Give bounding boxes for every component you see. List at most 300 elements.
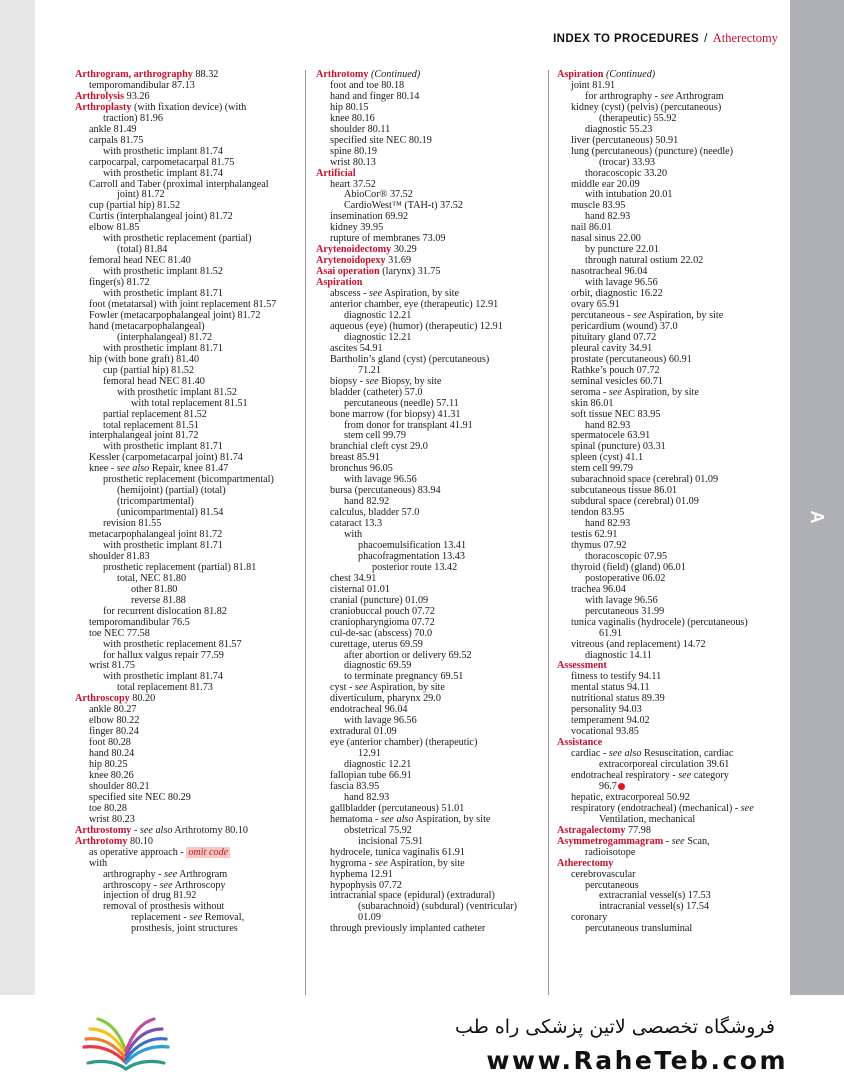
index-text: Aspiration, by site — [367, 682, 445, 694]
index-text: interphalangeal joint 81.72 — [89, 430, 199, 442]
index-column-3 — [557, 70, 787, 995]
header-section: INDEX TO PROCEDURES — [553, 33, 700, 45]
index-text: cup (partial hip) 81.52 — [103, 364, 195, 376]
index-text: Biopsy, by site — [378, 375, 442, 387]
cross-reference: see also — [380, 813, 414, 825]
index-text: trachea 96.04 — [571, 583, 626, 595]
index-text: coronary — [571, 912, 608, 924]
index-text: temporomandibular 76.5 — [89, 616, 190, 628]
cross-reference: see also — [116, 463, 150, 475]
cross-reference: see — [678, 770, 692, 781]
index-subentry — [75, 924, 303, 935]
cross-reference: see — [365, 375, 379, 387]
index-text: percutaneous — [585, 879, 639, 891]
index-text: respiratory (endotracheal) (mechanical) - — [571, 802, 741, 814]
index-text: elbow 81.85 — [89, 222, 140, 234]
index-text: bladder (catheter) 57.0 — [330, 386, 423, 398]
index-text: as operative approach - — [89, 846, 187, 858]
cross-reference: (Continued) — [605, 70, 656, 80]
index-text: ovary 65.91 — [571, 299, 620, 311]
index-term: Aspiration — [316, 277, 363, 289]
index-term: Asai operation — [316, 266, 380, 278]
index-text: shoulder 81.83 — [89, 550, 150, 562]
index-text: pericardium (wound) 37.0 — [571, 320, 678, 332]
index-text: toe 80.28 — [89, 802, 127, 814]
index-text: bronchus 96.05 — [330, 463, 393, 475]
index-text: gallbladder (percutaneous) 51.01 — [330, 802, 465, 814]
index-text: extradural 01.09 — [330, 726, 397, 738]
index-text: subdural space (cerebral) 01.09 — [571, 496, 699, 508]
index-text: category — [691, 770, 729, 781]
index-text: biopsy - — [330, 375, 366, 387]
index-text: Curtis (interphalangeal joint) 81.72 — [89, 211, 233, 223]
index-text: vitreous (and replacement) 14.72 — [571, 638, 706, 650]
index-text: lung (percutaneous) (puncture) (needle) — [571, 145, 734, 157]
index-text: thymus 07.92 — [571, 539, 627, 551]
index-text: ankle 80.27 — [89, 704, 137, 716]
index-text: intracranial space (epidural) (extradural) — [330, 890, 495, 902]
index-text: CardioWest™ (TAH-t) 37.52 — [344, 200, 463, 212]
thumb-index-letter: A — [807, 510, 827, 524]
index-text: nasotracheal 96.04 — [571, 266, 648, 278]
index-text: hygroma - — [330, 857, 375, 869]
index-text: to terminate pregnancy 69.51 — [344, 671, 464, 683]
index-text: toe NEC 77.58 — [89, 627, 150, 639]
header-topic: Atherectomy — [712, 31, 778, 45]
index-term: Arthrostomy — [75, 824, 132, 836]
index-text: postoperative 06.02 — [585, 572, 666, 584]
cross-reference: see — [633, 309, 647, 321]
index-text: thoracoscopic 07.95 — [585, 550, 668, 562]
index-term: Arthrogram, arthrography — [75, 70, 193, 80]
index-term: Astragalectomy — [557, 824, 626, 836]
index-text: spinal (puncture) 03.31 — [571, 441, 666, 453]
index-term: Asymmetrogammagram — [557, 835, 664, 847]
index-text: foot 80.28 — [89, 737, 131, 749]
index-text: seroma - — [571, 386, 609, 398]
index-text: with lavage 96.56 — [585, 594, 658, 606]
index-term: Aspiration — [557, 70, 604, 80]
index-text: through natural ostium 22.02 — [585, 255, 704, 267]
index-text: craniobuccal pouch 07.72 — [330, 605, 435, 617]
index-text: with prosthetic replacement 81.57 — [103, 638, 242, 650]
index-text: diverticulum, pharynx 29.0 — [330, 693, 441, 705]
cross-reference: see — [369, 288, 383, 300]
cross-reference: see — [189, 912, 203, 924]
index-text: specified site NEC 80.29 — [89, 791, 191, 803]
index-text: stem cell 99.79 — [571, 463, 633, 475]
index-subentry — [75, 848, 303, 859]
index-text: Arthrogram — [177, 868, 228, 880]
index-text: abscess - — [330, 288, 370, 300]
index-text: hypophysis 07.72 — [330, 879, 402, 891]
index-text: knee 80.16 — [330, 112, 375, 124]
index-text: subarachnoid space (cerebral) 01.09 — [571, 474, 719, 486]
index-text: arthroscopy - — [103, 879, 160, 891]
index-text: temperament 94.02 — [571, 715, 650, 727]
index-text: total, NEC 81.80 — [117, 572, 187, 584]
cross-reference: see — [164, 868, 178, 880]
index-text: (unicompartmental) 81.54 — [117, 507, 224, 519]
index-text: radioisotope — [585, 846, 636, 858]
column-divider — [548, 70, 549, 995]
index-text: Fowler (metacarpophalangeal joint) 81.72 — [89, 309, 261, 321]
index-text: calculus, bladder 57.0 — [330, 507, 420, 519]
index-text: for hallux valgus repair 77.59 — [103, 649, 224, 661]
index-text: 96.7 — [599, 780, 617, 792]
open-book-logo-icon — [78, 1011, 174, 1073]
cross-reference: see — [608, 386, 622, 398]
index-text: by puncture 22.01 — [585, 244, 659, 256]
index-text: with total replacement 81.51 — [131, 397, 248, 409]
index-text: Scan, — [684, 835, 710, 847]
column-divider — [305, 70, 306, 995]
index-text: cataract 13.3 — [330, 518, 383, 530]
index-text: craniopharyngioma 07.72 — [330, 616, 435, 628]
index-term: Assessment — [557, 660, 607, 672]
index-text: joint) 81.72 — [117, 189, 165, 201]
index-text: finger(s) 81.72 — [89, 277, 150, 289]
index-text: finger 80.24 — [89, 726, 139, 738]
index-text: hyphema 12.91 — [330, 868, 393, 880]
index-text: Arthrogram — [673, 90, 724, 102]
index-text: tendon 83.95 — [571, 507, 625, 519]
index-text: extracranial vessel(s) 17.53 — [599, 890, 711, 902]
index-text: ankle 81.49 — [89, 123, 137, 135]
index-text: spleen (cyst) 41.1 — [571, 452, 644, 464]
cross-reference: see — [374, 857, 388, 869]
index-subentry — [316, 355, 546, 366]
index-text: thoracoscopic 33.20 — [585, 167, 668, 179]
index-text: with prosthetic implant 81.74 — [103, 167, 223, 179]
index-text: metacarpophalangeal joint 81.72 — [89, 529, 223, 541]
index-text: for recurrent dislocation 81.82 — [103, 605, 227, 617]
index-term: Arthrotomy — [75, 835, 128, 847]
index-subentry — [75, 585, 303, 596]
index-text: fallopian tube 66.91 — [330, 770, 412, 781]
index-text: rupture of membranes 73.09 — [330, 233, 446, 245]
index-text: with — [89, 857, 108, 869]
index-text: skin 86.01 — [571, 397, 614, 409]
index-text: cerebrovascular — [571, 868, 636, 880]
index-text: prosthetic replacement (bicompartmental) — [103, 474, 274, 486]
index-text: thyroid (field) (gland) 06.01 — [571, 561, 686, 573]
index-text: nail 86.01 — [571, 222, 612, 234]
index-text: with prosthetic implant 81.74 — [103, 671, 223, 683]
index-text: Aspiration, by site — [387, 857, 465, 869]
index-text: 93.26 — [124, 90, 150, 102]
index-text: hand (metacarpophalangeal) — [89, 320, 205, 332]
index-text: hand 80.24 — [89, 748, 135, 760]
index-text: obstetrical 75.92 — [344, 824, 412, 836]
index-text: nasal sinus 22.00 — [571, 233, 641, 245]
index-text: 80.10 — [127, 835, 153, 847]
index-text: hip 80.15 — [330, 101, 369, 113]
index-text: personality 94.03 — [571, 704, 642, 716]
index-text: from donor for transplant 41.91 — [344, 419, 473, 431]
index-text: phacofragmentation 13.43 — [358, 550, 465, 562]
index-text: total replacement 81.51 — [103, 419, 199, 431]
index-text: diagnostic 55.23 — [585, 123, 653, 135]
cross-reference: see — [354, 682, 368, 694]
index-text: spermatocele 63.91 — [571, 430, 651, 442]
store-name: فروشگاه تخصصی لاتین پزشکی راه طب — [455, 1016, 775, 1038]
index-subentry — [316, 902, 546, 913]
index-text: - — [663, 835, 672, 847]
index-text: nutritional status 89.39 — [571, 693, 665, 705]
index-text: (tricompartmental) — [117, 496, 194, 508]
index-text: arthrography - — [103, 868, 165, 880]
index-text: with prosthetic implant 81.52 — [117, 386, 237, 398]
index-text: with intubation 20.01 — [585, 189, 673, 201]
index-text: hepatic, extracorporeal 50.92 — [571, 791, 690, 803]
index-text: kidney 39.95 — [330, 222, 384, 234]
index-text: Ventilation, mechanical — [599, 813, 696, 825]
index-text: reverse 81.88 — [131, 594, 186, 606]
index-text: breast 85.91 — [330, 452, 380, 464]
index-text: hematoma - — [330, 813, 381, 825]
index-text: hand and finger 80.14 — [330, 90, 420, 102]
index-text: curettage, uterus 69.59 — [330, 638, 423, 650]
index-text: prostate (percutaneous) 60.91 — [571, 353, 692, 365]
index-text: hydrocele, tunica vaginalis 61.91 — [330, 846, 465, 858]
index-term: Assistance — [557, 737, 603, 749]
index-text: cyst - — [330, 682, 355, 694]
index-text: cul-de-sac (abscess) 70.0 — [330, 627, 433, 639]
index-text: AbioCor® 37.52 — [344, 189, 413, 201]
index-text: incisional 75.91 — [358, 835, 424, 847]
index-text: traction) 81.96 — [103, 112, 163, 124]
index-text: (with fixation device) (with — [131, 101, 247, 113]
index-text: with prosthetic implant 81.71 — [103, 288, 223, 300]
index-text: Bartholin’s gland (cyst) (percutaneous) — [330, 353, 490, 365]
index-text: hand 82.93 — [585, 419, 631, 431]
index-text: bursa (percutaneous) 83.94 — [330, 485, 441, 497]
index-text: through previously implanted catheter — [330, 923, 486, 935]
index-text: cranial (puncture) 01.09 — [330, 594, 429, 606]
index-subentry — [557, 771, 787, 782]
index-text: posterior route 13.42 — [372, 561, 458, 573]
index-text: branchial cleft cyst 29.0 — [330, 441, 428, 453]
index-text: hand 82.93 — [344, 791, 390, 803]
index-text: 80.20 — [129, 693, 156, 705]
index-text: chest 34.91 — [330, 572, 377, 584]
index-subentry — [75, 234, 303, 245]
index-text: eye (anterior chamber) (therapeutic) — [330, 737, 478, 749]
index-text: 88.32 — [192, 70, 219, 80]
index-text: middle ear 20.09 — [571, 178, 640, 190]
index-text: ascites 54.91 — [330, 342, 383, 354]
index-text: Aspiration, by site — [413, 813, 491, 825]
index-text: hand 82.92 — [344, 496, 390, 508]
index-text: tunica vaginalis (hydrocele) (percutaneous) — [571, 616, 748, 628]
index-text: testis 62.91 — [571, 529, 618, 541]
index-text: percutaneous 31.99 — [585, 605, 665, 617]
index-text: 71.21 — [358, 364, 381, 376]
index-text: with prosthetic implant 81.71 — [103, 539, 223, 551]
index-text: intracranial vessel(s) 17.54 — [599, 901, 710, 913]
index-text: phacoemulsification 13.41 — [358, 539, 467, 551]
index-text: Aspiration, by site — [646, 309, 724, 321]
index-text: wrist 80.23 — [89, 813, 135, 825]
index-text: with — [344, 529, 363, 541]
cross-reference: see — [159, 879, 173, 891]
index-text: elbow 80.22 — [89, 715, 140, 727]
cross-reference: (Continued) — [370, 70, 421, 80]
index-text: cisternal 01.01 — [330, 583, 390, 595]
index-text: 61.91 — [599, 627, 622, 639]
index-text: Arthroscopy — [172, 879, 226, 891]
index-text: fascia 83.95 — [330, 780, 380, 792]
index-subentry — [316, 738, 546, 749]
index-text: (hemijoint) (partial) (total) — [117, 485, 226, 497]
cross-reference: see — [671, 835, 685, 847]
index-text: hip 80.25 — [89, 759, 128, 771]
index-text: Arthrotomy 80.10 — [172, 824, 249, 836]
index-text: removal of prosthesis without — [103, 901, 225, 913]
index-text: 31.69 — [385, 255, 412, 267]
index-text: femoral head NEC 81.40 — [89, 255, 191, 267]
index-text: replacement - — [131, 912, 190, 924]
index-text: pleural cavity 34.91 — [571, 342, 653, 354]
index-text: carpals 81.75 — [89, 134, 144, 146]
omit-code-highlight: omit code — [188, 846, 229, 858]
index-text: with lavage 96.56 — [585, 277, 658, 289]
index-text: revision 81.55 — [103, 518, 162, 530]
index-text: 30.29 — [391, 244, 417, 256]
index-subentry — [75, 574, 303, 585]
index-term: Atherectomy — [557, 857, 614, 869]
index-text: diagnostic 69.59 — [344, 660, 412, 672]
index-term: Artificial — [316, 167, 356, 179]
thumb-index-tab — [790, 0, 844, 995]
index-text: partial replacement 81.52 — [103, 408, 207, 420]
index-text: subcutaneous tissue 86.01 — [571, 485, 678, 497]
index-text: for arthrography - — [585, 90, 661, 102]
index-text: (interphalangeal) 81.72 — [117, 331, 213, 343]
index-text: with prosthetic implant 81.74 — [103, 145, 223, 157]
index-text: wrist 81.75 — [89, 660, 135, 672]
running-header — [553, 31, 778, 46]
index-text: with prosthetic implant 81.52 — [103, 266, 223, 278]
index-text: liver (percutaneous) 50.91 — [571, 134, 679, 146]
index-text: 77.98 — [625, 824, 651, 836]
index-text: pituitary gland 07.72 — [571, 331, 657, 343]
index-text: injection of drug 81.92 — [103, 890, 197, 902]
new-code-marker-icon — [618, 783, 625, 790]
index-text: aqueous (eye) (humor) (therapeutic) 12.91 — [330, 320, 503, 332]
index-subentry — [75, 563, 303, 574]
index-text: stem cell 99.79 — [344, 430, 406, 442]
cross-reference: see also — [139, 824, 173, 836]
cross-reference: see — [660, 90, 674, 102]
index-text: knee - — [89, 463, 117, 475]
index-text: with prosthetic replacement (partial) — [103, 233, 252, 245]
index-text: Carroll and Taber (proximal interphalangeal — [89, 178, 269, 190]
index-text: shoulder 80.11 — [330, 123, 391, 135]
index-text: vocational 93.85 — [571, 726, 639, 738]
index-text: kidney (cyst) (pelvis) (percutaneous) — [571, 101, 722, 113]
index-text: spine 80.19 — [330, 145, 377, 157]
index-text: muscle 83.95 — [571, 200, 626, 212]
index-text: with lavage 96.56 — [344, 715, 417, 727]
index-subentry — [316, 924, 546, 935]
index-text: (trocar) 33.93 — [599, 156, 656, 168]
index-text: Aspiration, by site — [621, 386, 699, 398]
index-column-2 — [316, 70, 546, 995]
index-subentry — [316, 826, 546, 837]
index-text: bone marrow (for biopsy) 41.31 — [330, 408, 461, 420]
index-text: 01.09 — [358, 912, 381, 924]
index-text: with lavage 96.56 — [344, 474, 417, 486]
index-text: after abortion or delivery 69.52 — [344, 649, 472, 661]
index-text: diagnostic 12.21 — [344, 331, 412, 343]
index-text: prosthesis, joint structures — [131, 923, 238, 935]
index-term: Arthrolysis — [75, 90, 125, 102]
index-term: Arthroplasty — [75, 101, 132, 113]
index-text: percutaneous transluminal — [585, 923, 693, 935]
index-term: Arytenoidectomy — [316, 244, 392, 256]
index-text: anterior chamber, eye (therapeutic) 12.91 — [330, 299, 499, 311]
cross-reference: see also — [608, 748, 642, 760]
index-text: joint 81.91 — [571, 79, 616, 91]
index-text: carpocarpal, carpometacarpal 81.75 — [89, 156, 235, 168]
index-text: Aspiration, by site — [382, 288, 460, 300]
index-text: 12.91 — [358, 748, 381, 760]
index-text: heart 37.52 — [330, 178, 376, 190]
index-text: Resuscitation, cardiac — [641, 748, 734, 760]
index-text: - — [131, 824, 140, 836]
index-text: specified site NEC 80.19 — [330, 134, 432, 146]
index-text: Removal, — [202, 912, 245, 924]
index-text: total replacement 81.73 — [117, 682, 213, 694]
index-text: (subarachnoid) (subdural) (ventricular) — [358, 901, 517, 913]
index-text: (therapeutic) 55.92 — [599, 112, 677, 124]
index-subentry — [557, 924, 787, 935]
index-text: extracorporeal circulation 39.61 — [599, 759, 730, 771]
index-text: (larynx) 31.75 — [379, 266, 441, 278]
index-text: diagnostic 14.11 — [585, 649, 652, 661]
index-text: cardiac - — [571, 748, 609, 760]
index-text: foot (metatarsal) with joint replacement 81.57 — [89, 299, 277, 311]
index-text: with prosthetic implant 81.71 — [103, 342, 223, 354]
store-url-link[interactable]: www.RaheTeb.com — [486, 1046, 788, 1075]
index-text: prosthetic replacement (partial) 81.81 — [103, 561, 257, 573]
index-term: Arthroscopy — [75, 693, 130, 705]
index-text: orbit, diagnostic 16.22 — [571, 288, 663, 300]
index-column-1 — [75, 70, 303, 995]
index-text: mental status 94.11 — [571, 682, 650, 694]
index-text: percutaneous (needle) 57.11 — [344, 397, 459, 409]
index-text: diagnostic 12.21 — [344, 759, 412, 771]
index-subentry — [557, 618, 787, 629]
index-text: endotracheal respiratory - — [571, 770, 679, 781]
index-text: hand 82.93 — [585, 211, 631, 223]
index-text: Rathke’s pouch 07.72 — [571, 364, 660, 376]
header-separator: / — [704, 33, 708, 45]
index-text: femoral head NEC 81.40 — [103, 375, 205, 387]
index-text: (total) 81.84 — [117, 244, 168, 256]
index-text: hand 82.93 — [585, 518, 631, 530]
index-subentry — [557, 147, 787, 158]
index-text: with prosthetic implant 81.71 — [103, 441, 223, 453]
index-text: cup (partial hip) 81.52 — [89, 200, 181, 212]
index-text: temporomandibular 87.13 — [89, 79, 195, 91]
index-text: hip (with bone graft) 81.40 — [89, 353, 200, 365]
index-term: Arthrotomy — [316, 70, 369, 80]
index-text: seminal vesicles 60.71 — [571, 375, 663, 387]
index-text: shoulder 80.21 — [89, 780, 150, 792]
